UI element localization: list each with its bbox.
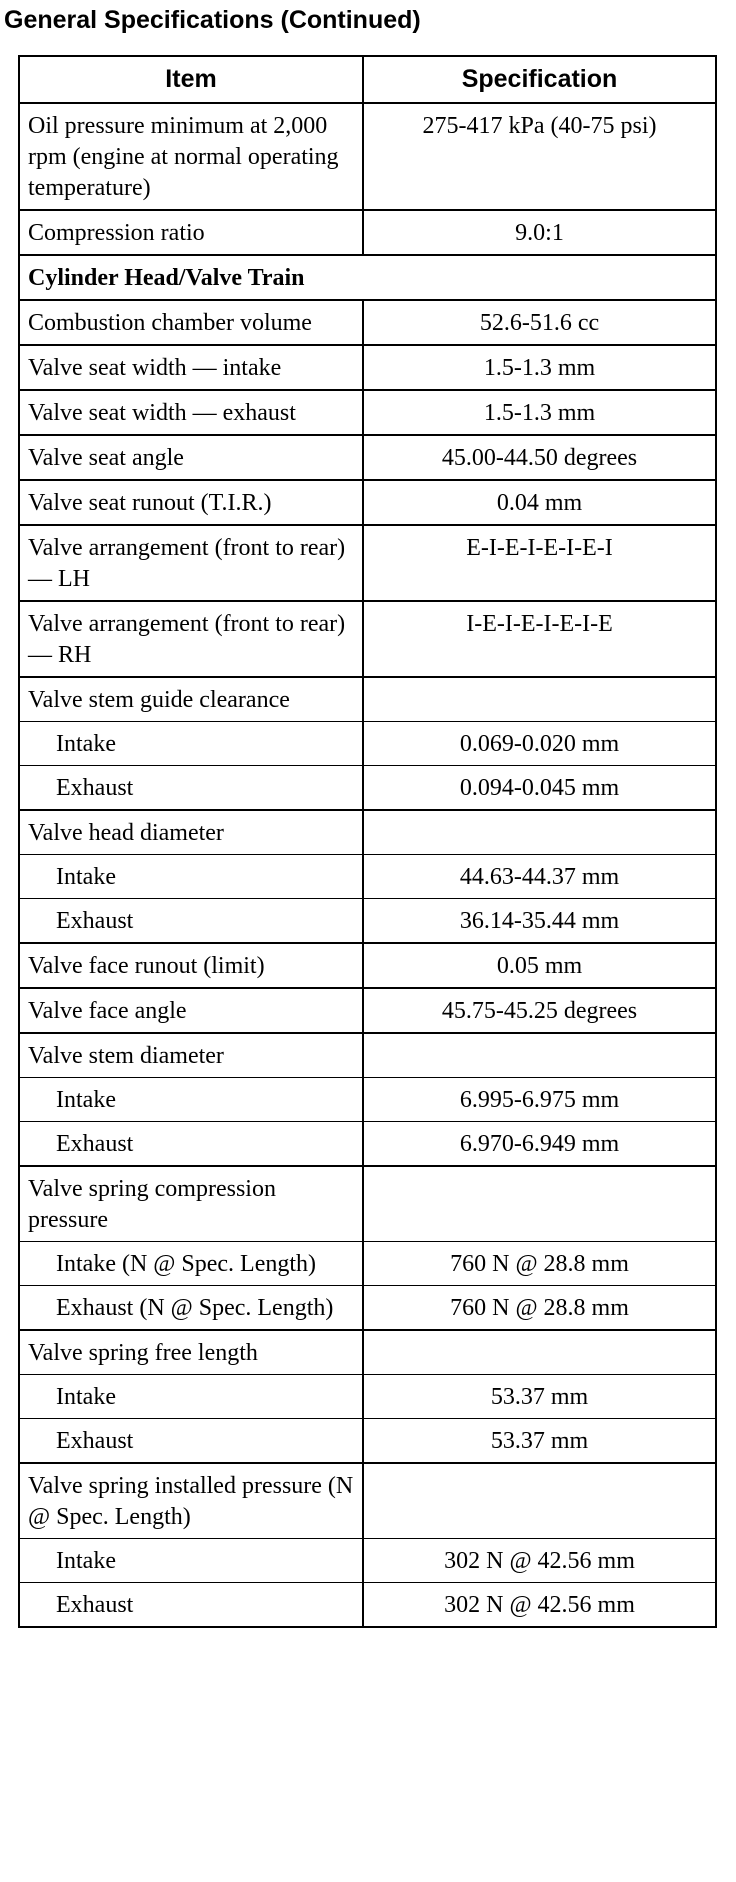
column-header-specification: Specification <box>363 56 716 103</box>
item-cell: Valve spring installed pressure (N @ Spec. Length) <box>19 1463 363 1539</box>
group-header-row <box>19 1166 716 1242</box>
item-cell: Valve face angle <box>19 988 363 1033</box>
table-row <box>19 300 716 345</box>
sub-item-cell: Intake <box>19 722 363 766</box>
sub-item-cell: Intake <box>19 1539 363 1583</box>
spec-cell <box>363 1033 716 1078</box>
item-cell: Valve stem diameter <box>19 1033 363 1078</box>
item-cell: Valve spring free length <box>19 1330 363 1375</box>
section-header-row <box>19 255 716 300</box>
table-row <box>19 210 716 255</box>
item-cell: Valve seat width — intake <box>19 345 363 390</box>
table-row <box>19 1242 716 1286</box>
item-cell: Valve seat width — exhaust <box>19 390 363 435</box>
section-title: Cylinder Head/Valve Train <box>19 255 716 300</box>
item-cell: Compression ratio <box>19 210 363 255</box>
table-row <box>19 601 716 677</box>
table-row <box>19 1078 716 1122</box>
item-cell: Valve head diameter <box>19 810 363 855</box>
spec-cell <box>363 810 716 855</box>
table-row <box>19 988 716 1033</box>
specifications-table <box>18 55 717 1628</box>
spec-cell: 0.094-0.045 mm <box>363 766 716 811</box>
table-row <box>19 1419 716 1464</box>
table-row <box>19 390 716 435</box>
table-row <box>19 1122 716 1167</box>
item-cell: Valve face runout (limit) <box>19 943 363 988</box>
table-row <box>19 943 716 988</box>
table-row <box>19 1375 716 1419</box>
table-row <box>19 899 716 944</box>
spec-cell: 275-417 kPa (40-75 psi) <box>363 103 716 210</box>
table-row <box>19 1583 716 1628</box>
item-cell: Valve seat angle <box>19 435 363 480</box>
spec-cell: 1.5-1.3 mm <box>363 345 716 390</box>
spec-cell: 44.63-44.37 mm <box>363 855 716 899</box>
group-header-row <box>19 1463 716 1539</box>
spec-cell: 6.970-6.949 mm <box>363 1122 716 1167</box>
table-row <box>19 103 716 210</box>
group-header-row <box>19 1330 716 1375</box>
page-title: General Specifications (Continued) <box>4 6 421 34</box>
spec-cell: 6.995-6.975 mm <box>363 1078 716 1122</box>
table-row <box>19 435 716 480</box>
group-header-row <box>19 810 716 855</box>
spec-cell: 0.04 mm <box>363 480 716 525</box>
spec-cell: 302 N @ 42.56 mm <box>363 1583 716 1628</box>
sub-item-cell: Exhaust <box>19 766 363 811</box>
spec-cell: 302 N @ 42.56 mm <box>363 1539 716 1583</box>
spec-cell: 9.0:1 <box>363 210 716 255</box>
spec-cell: 45.75-45.25 degrees <box>363 988 716 1033</box>
item-cell: Valve arrangement (front to rear) — RH <box>19 601 363 677</box>
spec-cell: 760 N @ 28.8 mm <box>363 1242 716 1286</box>
spec-cell: 1.5-1.3 mm <box>363 390 716 435</box>
table-row <box>19 480 716 525</box>
sub-item-cell: Exhaust <box>19 1419 363 1464</box>
group-header-row <box>19 677 716 722</box>
sub-item-cell: Exhaust <box>19 899 363 944</box>
item-cell: Oil pressure minimum at 2,000 rpm (engine at normal operating temperature) <box>19 103 363 210</box>
spec-cell: 45.00-44.50 degrees <box>363 435 716 480</box>
group-header-row <box>19 1033 716 1078</box>
table-header-row <box>19 56 716 103</box>
spec-cell <box>363 1463 716 1539</box>
table-row <box>19 345 716 390</box>
spec-cell: 36.14-35.44 mm <box>363 899 716 944</box>
spec-cell: E-I-E-I-E-I-E-I <box>363 525 716 601</box>
sub-item-cell: Intake <box>19 1375 363 1419</box>
spec-cell <box>363 677 716 722</box>
spec-cell: 52.6-51.6 cc <box>363 300 716 345</box>
spec-cell <box>363 1166 716 1242</box>
sub-item-cell: Intake <box>19 1078 363 1122</box>
spec-cell: 53.37 mm <box>363 1419 716 1464</box>
sub-item-cell: Intake <box>19 855 363 899</box>
table-row <box>19 855 716 899</box>
spec-cell <box>363 1330 716 1375</box>
sub-item-cell: Exhaust <box>19 1583 363 1628</box>
spec-cell: 0.05 mm <box>363 943 716 988</box>
spec-cell: I-E-I-E-I-E-I-E <box>363 601 716 677</box>
column-header-item: Item <box>19 56 363 103</box>
sub-item-cell: Intake (N @ Spec. Length) <box>19 1242 363 1286</box>
item-cell: Valve spring compression pressure <box>19 1166 363 1242</box>
table-row <box>19 722 716 766</box>
spec-cell: 760 N @ 28.8 mm <box>363 1286 716 1331</box>
spec-cell: 53.37 mm <box>363 1375 716 1419</box>
table-row <box>19 1286 716 1331</box>
table-row <box>19 766 716 811</box>
sub-item-cell: Exhaust <box>19 1122 363 1167</box>
item-cell: Valve stem guide clearance <box>19 677 363 722</box>
sub-item-cell: Exhaust (N @ Spec. Length) <box>19 1286 363 1331</box>
table-row <box>19 525 716 601</box>
spec-cell: 0.069-0.020 mm <box>363 722 716 766</box>
item-cell: Combustion chamber volume <box>19 300 363 345</box>
item-cell: Valve arrangement (front to rear) — LH <box>19 525 363 601</box>
table-row <box>19 1539 716 1583</box>
item-cell: Valve seat runout (T.I.R.) <box>19 480 363 525</box>
